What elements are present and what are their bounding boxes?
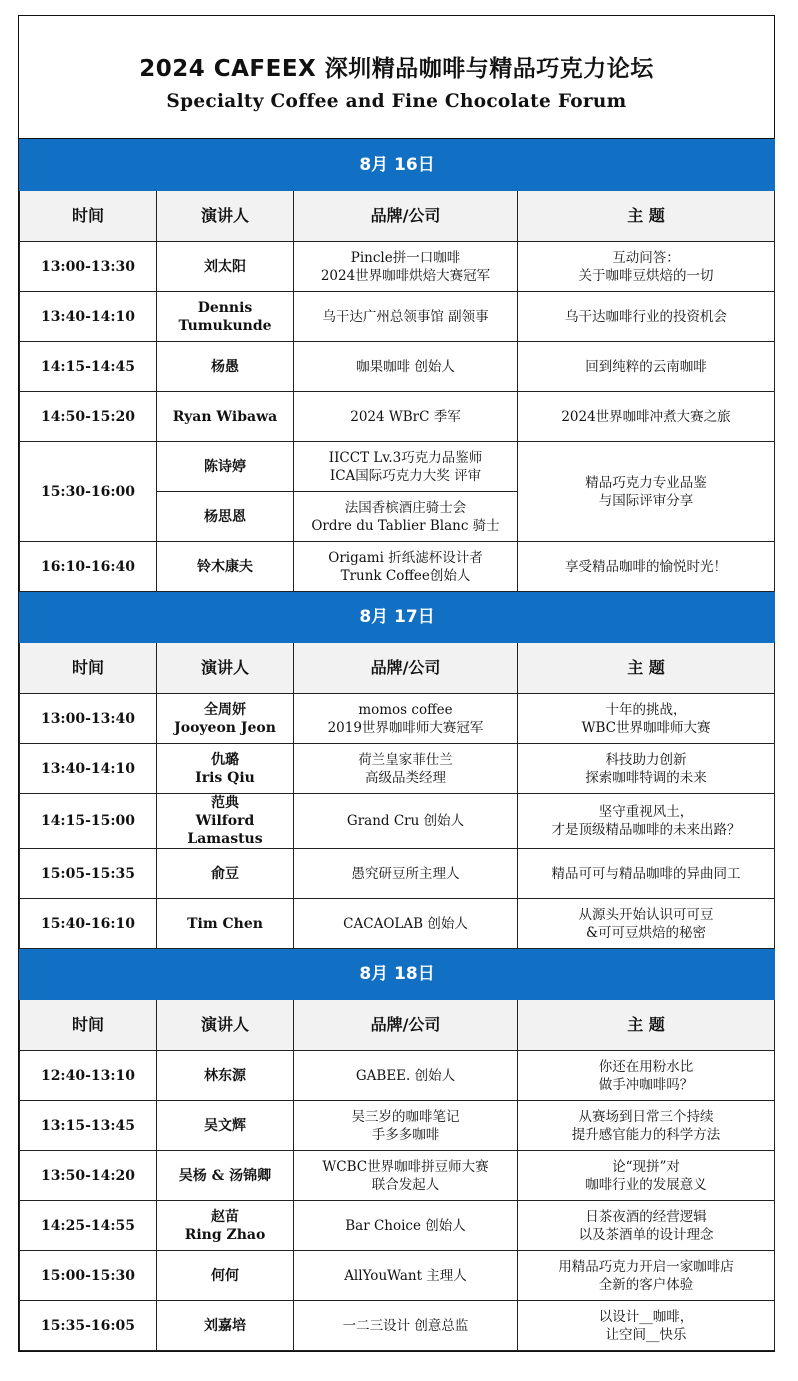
table-row (20, 1201, 775, 1251)
time-cell: 13:15-13:45 (20, 1101, 157, 1151)
brand-cell (294, 744, 518, 794)
table-row (20, 1251, 775, 1301)
speaker-cell (157, 292, 294, 342)
brand-cell (294, 849, 518, 899)
speaker-cell (157, 242, 294, 292)
brand-cell (294, 1051, 518, 1101)
speaker-cell-line: Ring Zhao (184, 1226, 266, 1243)
speaker-cell (157, 1301, 294, 1351)
time-cell: 15:00-15:30 (20, 1251, 157, 1301)
brand-cell (294, 794, 518, 849)
brand-cell-line: 联合发起人 (371, 1176, 440, 1193)
time-cell: 14:50-15:20 (20, 392, 157, 442)
table-row (20, 242, 775, 292)
topic-cell-line: 从源头开始认识可可豆 (578, 906, 714, 923)
table-row (20, 442, 775, 492)
table-row (20, 899, 775, 949)
brand-cell-line: IICCT Lv.3巧克力品鉴师 (328, 449, 483, 466)
speaker-cell (157, 1201, 294, 1251)
topic-cell (518, 794, 775, 849)
topic-cell-line: 科技助力创新 (605, 751, 687, 768)
time-cell: 16:10-16:40 (20, 542, 157, 592)
topic-cell-line: 关于咖啡豆烘焙的一切 (578, 267, 714, 284)
speaker-cell (157, 849, 294, 899)
speaker-cell-line: 吴文辉 (204, 1117, 246, 1134)
time-cell: 12:40-13:10 (20, 1051, 157, 1101)
brand-cell (294, 1251, 518, 1301)
topic-cell-line: 坚守重视风土， (598, 804, 694, 820)
brand-cell (294, 442, 518, 492)
header-topic: 主 题 (518, 643, 775, 694)
header-brand: 品牌/公司 (294, 191, 518, 242)
header-speaker: 演讲人 (157, 643, 294, 694)
speaker-cell-line: 吴杨 & 汤锦卿 (178, 1167, 272, 1184)
topic-cell-line: 让空间__快乐 (605, 1326, 687, 1343)
topic-cell (518, 1101, 775, 1151)
topic-cell-line: 与国际评审分享 (598, 492, 694, 509)
brand-cell (294, 1101, 518, 1151)
topic-cell (518, 899, 775, 949)
brand-cell (294, 242, 518, 292)
brand-cell (294, 392, 518, 442)
day-banner (20, 949, 775, 1000)
time-cell: 15:40-16:10 (20, 899, 157, 949)
time-cell: 13:00-13:40 (20, 694, 157, 744)
speaker-cell-line: 范典 (211, 795, 239, 811)
topic-cell (518, 694, 775, 744)
brand-cell-line: 咖果咖啡 创始人 (356, 358, 455, 375)
speaker-cell-line: Tim Chen (187, 915, 263, 932)
table-row (20, 1151, 775, 1201)
topic-cell-line: 精品巧克力专业品鉴 (585, 474, 707, 491)
brand-cell-line: 2024 WBrC 季军 (350, 408, 461, 425)
header-topic: 主 题 (518, 1000, 775, 1051)
speaker-cell (157, 342, 294, 392)
brand-cell (294, 1201, 518, 1251)
topic-cell-line: 论“现拼”对 (612, 1158, 680, 1175)
time-cell: 13:50-14:20 (20, 1151, 157, 1201)
brand-cell-line: 手多多咖啡 (371, 1126, 440, 1143)
speaker-cell-line: 陈诗婷 (204, 458, 246, 475)
brand-cell-line: AllYouWant 主理人 (344, 1267, 467, 1284)
speaker-cell-line: Ryan Wibawa (172, 408, 278, 425)
speaker-cell-line: 杨愚 (211, 358, 239, 375)
brand-cell-line: momos coffee (358, 701, 453, 718)
header-row (20, 643, 775, 694)
topic-cell-line: 回到纯粹的云南咖啡 (585, 358, 707, 375)
time-cell: 13:40-14:10 (20, 744, 157, 794)
table-row (20, 1101, 775, 1151)
speaker-cell-line: Iris Qiu (195, 769, 255, 786)
day-banner (20, 592, 775, 643)
header-time: 时间 (20, 1000, 157, 1051)
time-cell: 15:35-16:05 (20, 1301, 157, 1351)
brand-cell (294, 694, 518, 744)
time-cell: 14:15-15:00 (20, 794, 157, 849)
brand-cell-line: Bar Choice 创始人 (345, 1217, 466, 1234)
topic-cell-line: 互动问答： (612, 249, 680, 266)
topic-cell (518, 242, 775, 292)
brand-cell-line: Grand Cru 创始人 (346, 813, 465, 829)
topic-cell (518, 442, 775, 542)
topic-cell-line: 享受精品咖啡的愉悦时光！ (565, 558, 728, 575)
table-row (20, 849, 775, 899)
topic-cell (518, 392, 775, 442)
speaker-cell (157, 1251, 294, 1301)
speaker-cell (157, 744, 294, 794)
day-label: 8月 17日 (20, 592, 775, 643)
topic-cell-line: 探索咖啡特调的未来 (585, 769, 707, 786)
topic-cell-line: 用精品巧克力开启一家咖啡店 (558, 1258, 734, 1275)
table-row (20, 1051, 775, 1101)
brand-cell (294, 1301, 518, 1351)
table-row (20, 1301, 775, 1351)
day-banner (20, 140, 775, 191)
brand-cell-line: 2019世界咖啡师大赛冠军 (327, 719, 484, 736)
title-chinese: 2024 CAFEEX 深圳精品咖啡与精品巧克力论坛 (139, 56, 654, 82)
time-cell: 15:30-16:00 (20, 442, 157, 542)
table-row (20, 292, 775, 342)
speaker-cell-line: Wilford Lamastus (187, 813, 263, 847)
table-row (20, 542, 775, 592)
schedule-sheet (18, 15, 775, 1352)
topic-cell (518, 342, 775, 392)
header-brand: 品牌/公司 (294, 643, 518, 694)
brand-cell (294, 1151, 518, 1201)
topic-cell-line: 日茶夜酒的经营逻辑 (585, 1208, 707, 1225)
time-cell: 14:15-14:45 (20, 342, 157, 392)
topic-cell-line: 从赛场到日常三个持续 (578, 1108, 714, 1125)
brand-cell-line: WCBC世界咖啡拼豆师大赛 (322, 1158, 489, 1175)
topic-cell-line: 做手冲咖啡吗？ (598, 1076, 694, 1093)
speaker-cell (157, 392, 294, 442)
brand-cell-line: Ordre du Tablier Blanc 骑士 (311, 517, 500, 534)
table-row (20, 794, 775, 849)
speaker-cell-line: Tumukunde (178, 317, 272, 334)
brand-cell-line: GABEE. 创始人 (355, 1067, 456, 1084)
brand-cell-line: 法国香槟酒庄骑士会 (344, 499, 467, 516)
speaker-cell (157, 492, 294, 542)
topic-cell (518, 542, 775, 592)
speaker-cell (157, 542, 294, 592)
speaker-cell-line: 杨思恩 (204, 508, 246, 525)
brand-cell (294, 342, 518, 392)
brand-cell-line: 愚究研豆所主理人 (351, 865, 460, 882)
speaker-cell (157, 694, 294, 744)
time-cell: 15:05-15:35 (20, 849, 157, 899)
speaker-cell (157, 899, 294, 949)
speaker-cell-line: 何何 (211, 1267, 239, 1284)
day-label: 8月 18日 (20, 949, 775, 1000)
header-speaker: 演讲人 (157, 1000, 294, 1051)
speaker-cell-line: 林东源 (204, 1067, 246, 1084)
topic-cell (518, 1151, 775, 1201)
topic-cell-line: 乌干达咖啡行业的投资机会 (565, 308, 728, 325)
brand-cell (294, 899, 518, 949)
speaker-cell-line: 全周妍 (204, 701, 246, 718)
brand-cell-line: 吴三岁的咖啡笔记 (351, 1108, 460, 1125)
topic-cell-line: 精品可可与精品咖啡的异曲同工 (551, 865, 741, 882)
brand-cell-line: Trunk Coffee创始人 (340, 567, 471, 584)
brand-cell-line: 一二三设计 创意总监 (342, 1317, 469, 1334)
header-row (20, 191, 775, 242)
topic-cell-line: 以设计__咖啡， (598, 1308, 694, 1325)
header-speaker: 演讲人 (157, 191, 294, 242)
time-cell: 13:00-13:30 (20, 242, 157, 292)
topic-cell (518, 292, 775, 342)
brand-cell-line: ICA国际巧克力大奖 评审 (329, 467, 482, 484)
brand-cell (294, 542, 518, 592)
schedule-table (19, 139, 775, 1351)
speaker-cell-line: 刘嘉培 (204, 1317, 246, 1334)
topic-cell (518, 1251, 775, 1301)
topic-cell (518, 1301, 775, 1351)
time-cell: 13:40-14:10 (20, 292, 157, 342)
table-row (20, 342, 775, 392)
speaker-cell (157, 1051, 294, 1101)
topic-cell-line: 十年的挑战， (605, 701, 687, 718)
topic-cell-line: 全新的客户体验 (598, 1276, 694, 1293)
topic-cell-line: 咖啡行业的发展意义 (585, 1176, 707, 1193)
title-block (19, 16, 774, 139)
topic-cell (518, 1201, 775, 1251)
title-english: Specialty Coffee and Fine Chocolate Forum (166, 91, 627, 112)
header-time: 时间 (20, 643, 157, 694)
header-topic: 主 题 (518, 191, 775, 242)
speaker-cell-line: Dennis (197, 299, 253, 316)
header-row (20, 1000, 775, 1051)
speaker-cell-line: Jooyeon Jeon (174, 719, 276, 736)
speaker-cell-line: 铃木康夫 (197, 558, 253, 575)
topic-cell (518, 1051, 775, 1101)
brand-cell-line: 乌干达广州总领事馆 副领事 (322, 308, 489, 325)
day-label: 8月 16日 (20, 140, 775, 191)
brand-cell-line: CACAOLAB 创始人 (343, 915, 468, 932)
topic-cell-line: WBC世界咖啡师大赛 (581, 719, 711, 736)
topic-cell (518, 744, 775, 794)
table-row (20, 694, 775, 744)
time-cell: 14:25-14:55 (20, 1201, 157, 1251)
topic-cell-line: 才是顶级精品咖啡的未来出路？ (551, 822, 741, 838)
topic-cell-line: 你还在用粉水比 (598, 1058, 694, 1075)
brand-cell-line: 荷兰皇家菲仕兰 (358, 751, 453, 768)
brand-cell (294, 492, 518, 542)
speaker-cell (157, 442, 294, 492)
header-brand: 品牌/公司 (294, 1000, 518, 1051)
speaker-cell (157, 794, 294, 849)
speaker-cell-line: 俞豆 (211, 865, 239, 882)
speaker-cell-line: 仇璐 (211, 751, 239, 768)
topic-cell-line: 2024世界咖啡冲煮大赛之旅 (561, 408, 731, 425)
table-row (20, 392, 775, 442)
speaker-cell (157, 1151, 294, 1201)
speaker-cell (157, 1101, 294, 1151)
topic-cell (518, 849, 775, 899)
topic-cell-line: 以及茶酒单的设计理念 (578, 1226, 714, 1243)
speaker-cell-line: 刘太阳 (204, 258, 246, 275)
brand-cell-line: Origami 折纸滤杯设计者 (328, 549, 483, 566)
topic-cell-line: 提升感官能力的科学方法 (571, 1126, 721, 1143)
speaker-cell-line: 赵苗 (211, 1208, 239, 1225)
header-time: 时间 (20, 191, 157, 242)
brand-cell-line: 高级品类经理 (365, 769, 446, 786)
brand-cell (294, 292, 518, 342)
brand-cell-line: Pincle拼一口咖啡 (350, 249, 461, 266)
brand-cell-line: 2024世界咖啡烘焙大赛冠军 (320, 267, 491, 284)
topic-cell-line: &可可豆烘焙的秘密 (586, 924, 707, 941)
table-row (20, 744, 775, 794)
